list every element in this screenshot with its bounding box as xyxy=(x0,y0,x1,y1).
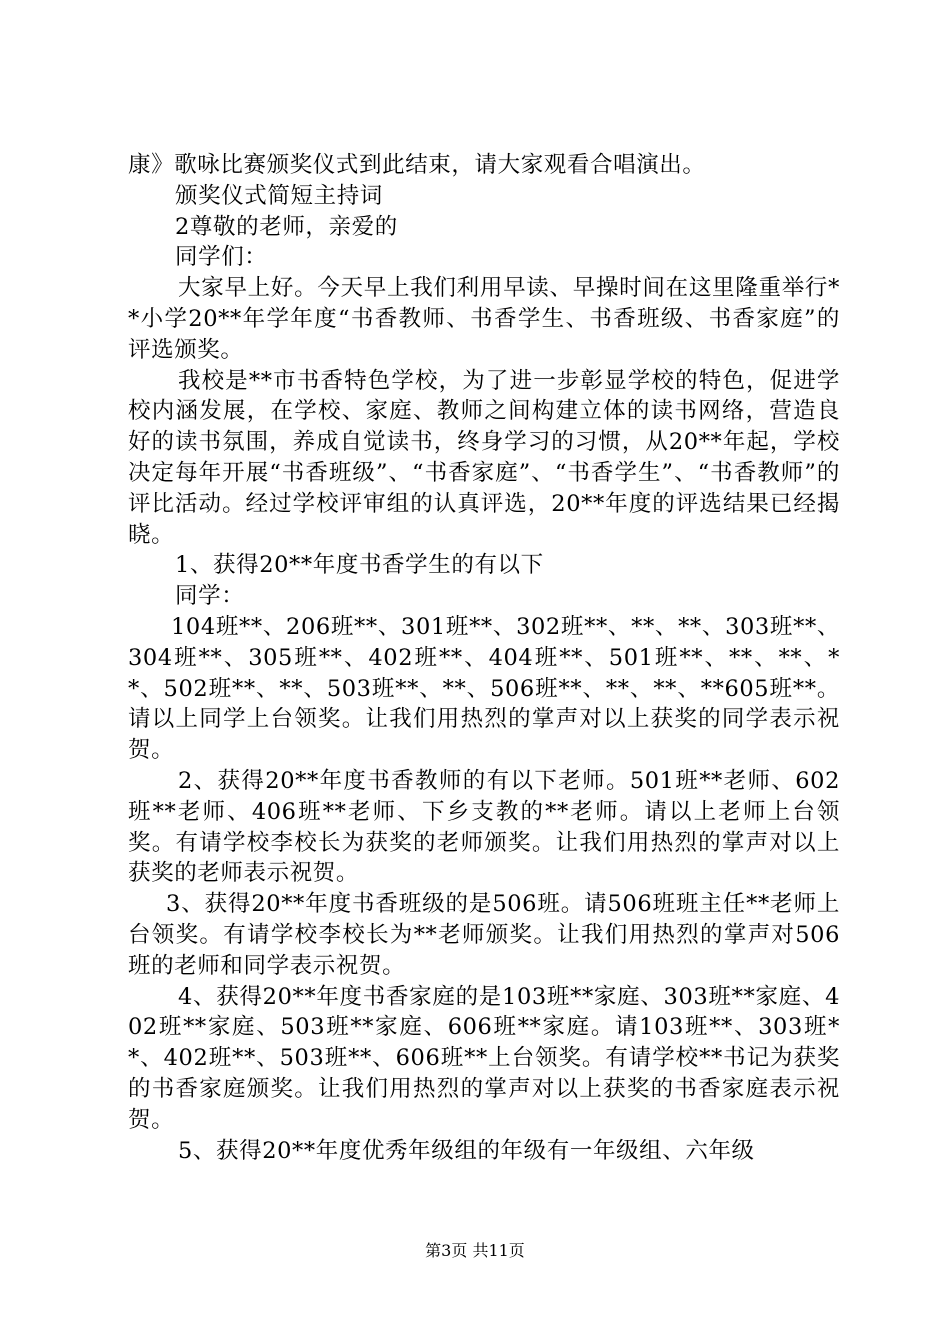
paragraph-1: 康》歌咏比赛颁奖仪式到此结束，请大家观看合唱演出。 xyxy=(128,152,706,178)
paragraph-3: 2尊敬的老师，亲爱的 xyxy=(175,213,398,240)
paragraph-4: 同学们： xyxy=(175,244,268,271)
paragraph-8: 同学： xyxy=(175,583,245,610)
paragraph-11: 3、获得20**年度书香班级的是506班。请506班班主任**老师上台领奖。有请学校李校长为**老师颁奖。让我们用热烈的掌声对506班的老师和同学表示祝贺。 xyxy=(128,891,840,979)
paragraph-6: 我校是**市书香特色学校，为了进一步彰显学校的特色，促进学校内涵发展，在学校、家庭、教师之间构建立体的读书网络，营造良好的读书氛围，养成自觉读书，终身学习的习惯，从20**年起，学校决定每年开展“书香班级”、“书香家庭”、“书香学生”、“书香教师”的评比活动。经过学校评审组的认真评选，20**年度的评选结果已经揭晓。 xyxy=(128,367,840,548)
page-footer xyxy=(0,1238,950,1261)
paragraph-9: 104班**、206班**、301班**、302班**、**、**、303班**、304班**、305班**、402班**、404班**、501班**、**、**、**、502班**、**、503班**、**、506班**、**、**、**605班**。请以上同学上台领奖。让我们用热烈的掌声对以上获奖的同学表示祝贺。 xyxy=(128,613,840,764)
paragraph-12: 4、获得20**年度书香家庭的是103班**家庭、303班**家庭、402班**家庭、503班**家庭、606班**家庭。请103班**、303班**、402班**、503班**、606班**上台领奖。有请学校**书记为获奖的书香家庭颁奖。让我们用热烈的掌声对以上获奖的书香家庭表示祝贺。 xyxy=(128,983,840,1133)
paragraph-13: 5、获得20**年度优秀年级组的年级有一年级组、六年级 xyxy=(178,1137,755,1164)
page-number-label: 第3页 共11页 xyxy=(425,1241,525,1260)
paragraph-5: 大家早上好。今天早上我们利用早读、早操时间在这里隆重举行**小学20**年学年度“书香教师、书香学生、书香班级、书香家庭”的评选颁奖。 xyxy=(128,275,840,363)
paragraph-10: 2、获得20**年度书香教师的有以下老师。501班**老师、602班**老师、406班**老师、下乡支教的**老师。请以上老师上台领奖。有请学校李校长为获奖的老师颁奖。让我们用热烈的掌声对以上获奖的老师表示祝贺。 xyxy=(128,767,840,887)
document-body xyxy=(128,150,840,1166)
paragraph-7: 1、获得20**年度书香学生的有以下 xyxy=(175,552,544,579)
paragraph-2: 颁奖仪式简短主持词 xyxy=(175,182,383,209)
